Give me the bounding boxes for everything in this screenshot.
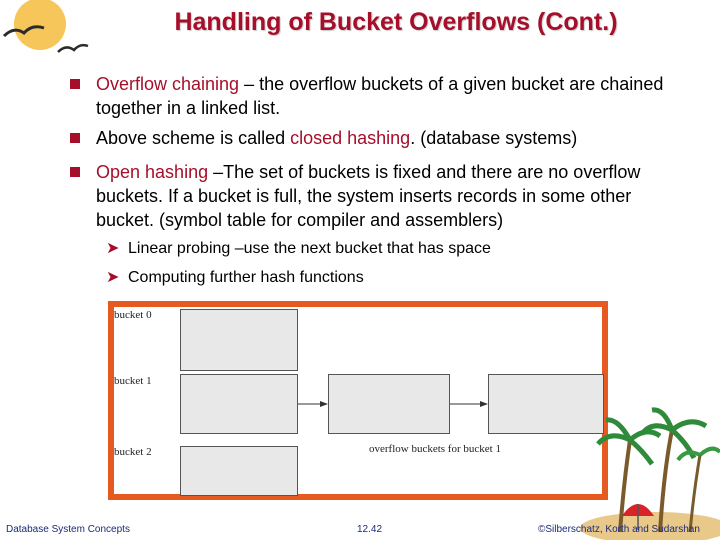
birds-sun-logo-icon — [0, 0, 100, 70]
bullet-text: –The set of buckets is fixed and there are no overflow buckets. If a bucket is full, the system inserts records in some other bucket. (symbol table for compiler and assemblers) — [96, 162, 641, 230]
bullet-overflow-chaining — [96, 72, 676, 120]
bullet-highlight: closed hashing — [290, 128, 411, 148]
square-bullet-icon — [70, 79, 80, 89]
bullet-closed-hashing — [96, 126, 676, 150]
footer-course-title: Database System Concepts — [6, 524, 130, 535]
sub-bullet-text: Computing further hash functions — [128, 269, 364, 286]
square-bullet-icon — [70, 133, 80, 143]
bullet-text-pre: Above scheme is called — [96, 128, 291, 148]
beach-palm-decoration-icon — [560, 400, 720, 540]
bullet-text: – the overflow buckets of a given bucket are chained together in a linked list. — [96, 74, 664, 118]
bullet-open-hashing — [96, 160, 676, 232]
bucket-label: bucket 0 — [114, 309, 152, 321]
bucket-label: bucket 1 — [114, 375, 152, 387]
figure-caption: overflow buckets for bucket 1 — [369, 443, 501, 455]
sub-bullet-text: Linear probing –use the next bucket that has space — [128, 240, 491, 257]
bullet-text: . (database systems) — [410, 128, 578, 148]
overflow-chaining-figure — [108, 301, 608, 500]
arrow-bullet-icon: ➤ — [106, 269, 120, 286]
square-bullet-icon — [70, 167, 80, 177]
sub-bullet-hash-functions — [106, 268, 648, 288]
footer-copyright: ©Silberschatz, Korth and Sudarshan — [538, 524, 700, 535]
slide-title: Handling of Bucket Overflows (Cont.) — [174, 8, 618, 36]
bullet-highlight: Open hashing — [96, 162, 209, 182]
bucket-label: bucket 2 — [114, 446, 152, 458]
chain-arrows — [114, 307, 602, 494]
bullet-highlight: Overflow chaining — [96, 74, 240, 94]
arrow-bullet-icon: ➤ — [106, 240, 120, 257]
footer-page-number: 12.42 — [357, 524, 383, 535]
sub-bullet-linear-probing — [106, 239, 648, 259]
